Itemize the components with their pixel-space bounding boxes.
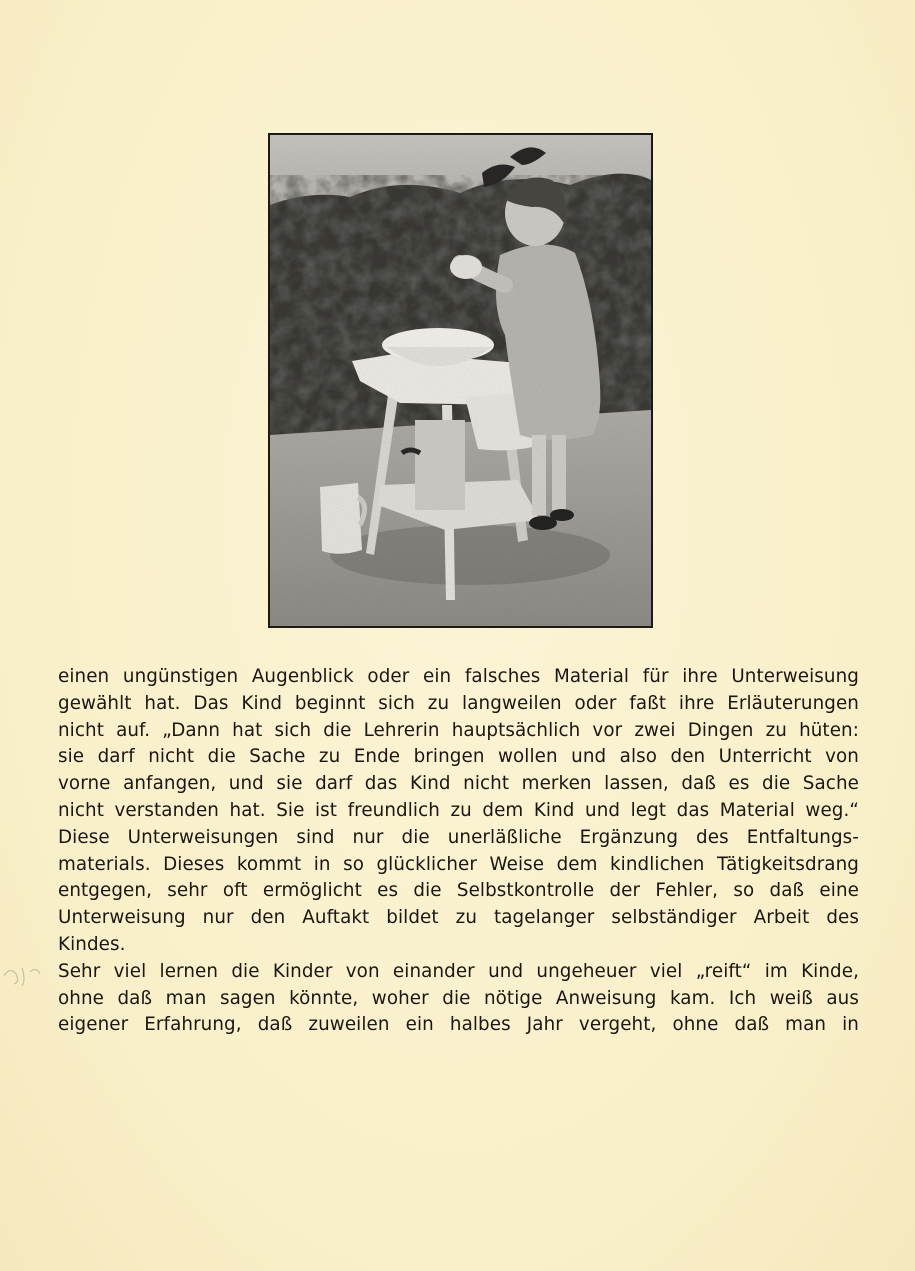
photograph-child-washing-hands-icon bbox=[270, 135, 651, 626]
text-line: entgegen, sehr oft ermöglicht es die Selbstkontrolle der Fehler, so daß eine bbox=[58, 880, 859, 902]
text-line: nicht verstanden hat. Sie ist freundlich zu dem Kind und legt das Material weg.“ bbox=[58, 799, 859, 821]
text-line: Diese Unterweisungen sind nur die unerläßliche Ergänzung des Entfaltungs- bbox=[58, 826, 859, 848]
text-line: sie darf nicht die Sache zu Ende bringen wollen und also den Unterricht von bbox=[58, 746, 859, 768]
text-line: nicht auf. „Dann hat sich die Lehrerin hauptsächlich vor zwei Dingen zu hüten: bbox=[58, 719, 859, 741]
text-line: Unterweisung nur den Auftakt bildet zu tagelanger selbständiger Arbeit des bbox=[58, 907, 859, 929]
text-line: ohne daß man sagen könnte, woher die nötige Anweisung kam. Ich weiß aus bbox=[58, 987, 859, 1009]
text-line: materials. Dieses kommt in so glücklicher Weise dem kindlichen Tätigkeitsdrang bbox=[58, 853, 859, 875]
text-line: Kindes. bbox=[58, 933, 126, 955]
text-line: eigener Erfahrung, daß zuweilen ein halbes Jahr vergeht, ohne daß man in bbox=[58, 1014, 859, 1036]
body-text bbox=[58, 664, 859, 1039]
text-line: einen ungünstigen Augenblick oder ein falsches Material für ihre Unterweisung bbox=[58, 666, 859, 687]
text-line: Sehr viel lernen die Kinder von einander und ungeheuer viel „reift“ im Kinde, bbox=[58, 960, 859, 982]
photograph bbox=[268, 133, 653, 628]
text-line: gewählt hat. Das Kind beginnt sich zu langweilen oder faßt ihre Erläuterungen bbox=[58, 692, 859, 714]
pencil-marginalia-icon bbox=[0, 958, 50, 988]
text-line: vorne anfangen, und sie darf das Kind nicht merken lassen, daß es die Sache bbox=[58, 773, 859, 795]
